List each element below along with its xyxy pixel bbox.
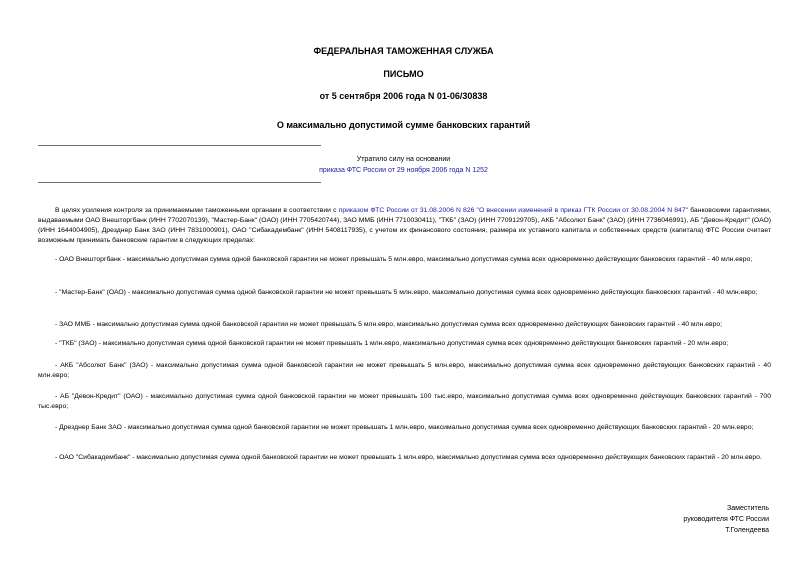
list-item-devon-credit: - АБ "Девон-Кредит" (ОАО) - максимально допустимая сумма одной банковской гарантии не может превышать 100 тыс.евро, максимально допустимая сумма всех одновременно действующих банковских гарантий - 700 тыс.евро; — [38, 393, 771, 410]
list-item-master-bank: - "Мастер-Банк" (ОАО) - максимально допустимая сумма одной банковской гарантии не может превышать 5 млн.евро, максимально допустимая сумма всех одновременно действующих банковских гарантий - 40 млн.евро; — [55, 289, 758, 296]
list-item-dresdner-bank: - Дрезднер Банк ЗАО - максимально допустимая сумма одной банковской гарантии не может превышать 1 млн.евро, максимально допустимая сумма всех одновременно действующих банковских гарантий - 20 млн.евро; — [55, 424, 754, 431]
intro-text-start: В целях усиления контроля за принимаемыми таможенными органами в соответствии с — [55, 207, 339, 214]
signature-organization: руководителя ФТС России — [683, 516, 769, 523]
document-title: О максимально допустимой сумме банковских гарантий — [276, 120, 531, 130]
divider-top — [38, 145, 321, 146]
list-item-sibakadembank: - ОАО "Сибакадембанк" - максимально допустимая сумма одной банковской гарантии не может превышать 1 млн.евро, максимально допустимая сумма всех одновременно действующих банковских гарантий - 20 млн.евро. — [55, 454, 762, 461]
list-item-vtb: - ОАО Внешторгбанк - максимально допустимая сумма одной банковской гарантии не может превышать 5 млн.евро, максимально допустимая сумма всех одновременно действующих банковских гарантий - 40 млн.евро; — [55, 256, 753, 263]
signature-block — [683, 503, 769, 536]
list-item-mmb: - ЗАО ММБ - максимально допустимая сумма одной банковской гарантии не может превышать 5 млн.евро, максимально допустимая сумма всех одновременно действующих банковских гарантий - 40 млн.евро; — [55, 321, 723, 328]
document-date-number: от 5 сентября 2006 года N 01-06/30838 — [319, 91, 488, 101]
document-type: ПИСЬМО — [383, 69, 424, 79]
intro-order-link[interactable]: приказом ФТС России от 31.08.2006 N 826 "О внесении изменений в приказ ГТК России от 30.08.2004 N 847" — [338, 207, 689, 214]
signature-name: Т.Голендеева — [725, 527, 769, 534]
intro-text-end: банковскими гарантиями, выдаваемыми ОАО Внешторгбанк (ИНН 7702070139), "Мастер-Банк" (ОАО) (ИНН 7705420744), ЗАО ММБ (ИНН 7710030411), "ТКБ" (ЗАО) (ИНН 7709129705), АКБ "Абсолют Банк" (ЗАО) (ИНН 7736046991), АБ "Девон-Кредит" (ОАО) (ИНН 1644004905), Дрезднер Банк ЗАО (ИНН 7831000901), ОАО "Сибакадембанк" (ИНН 5408117935), с учетом их финансового состояния, размера их уставного капитала и собственных средств (капитала) ФТС России считает возможным принимать банковские гарантии в следующих пределах: — [38, 207, 771, 244]
intro-paragraph — [38, 206, 771, 246]
status-link[interactable]: приказа ФТС России от 29 ноября 2006 года N 1252 — [319, 167, 488, 174]
list-item-tkb: - "ТКБ" (ЗАО) - максимально допустимая сумма одной банковской гарантии не может превышать 1 млн.евро, максимально допустимая сумма всех одновременно действующих банковских гарантий - 20 млн.евро; — [55, 340, 729, 347]
divider-bottom — [38, 182, 321, 183]
list-item-absolut-bank: - АКБ "Абсолют Банк" (ЗАО) - максимально допустимая сумма одной банковской гарантии не может превышать 5 млн.евро, максимально допустимая сумма всех одновременно действующих банковских гарантий - 40 млн.евро; — [38, 362, 771, 379]
status-note: Утратило силу на основании — [356, 156, 451, 163]
signature-position: Заместитель — [727, 505, 769, 512]
agency-heading: ФЕДЕРАЛЬНАЯ ТАМОЖЕННАЯ СЛУЖБА — [313, 46, 494, 56]
status-link-wrap — [0, 167, 807, 174]
